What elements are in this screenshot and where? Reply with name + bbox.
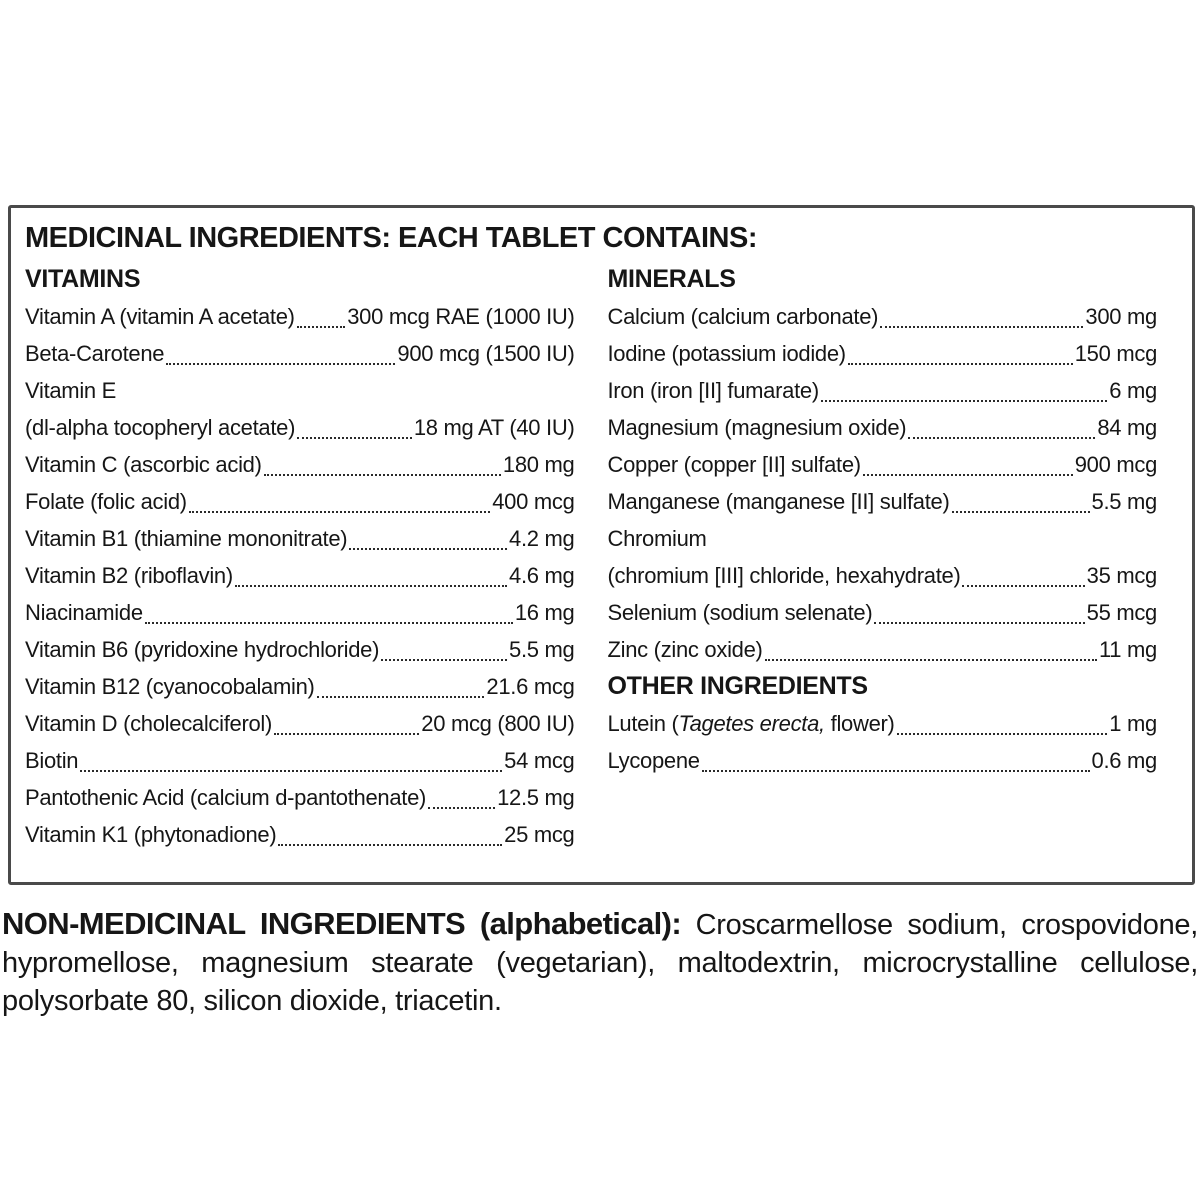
- ingredient-value: 180 mg: [502, 452, 575, 477]
- ingredient-row: [608, 520, 1158, 557]
- ingredient-name: [608, 705, 895, 742]
- leader-dots: [702, 770, 1090, 772]
- ingredient-name: Niacinamide: [25, 600, 143, 625]
- ingredient-value: 21.6 mcg: [486, 674, 575, 699]
- vitamins-column: [25, 261, 575, 853]
- ingredient-row: [25, 372, 575, 409]
- ingredient-row: [608, 483, 1158, 520]
- leader-dots: [863, 474, 1073, 476]
- ingredient-value: 5.5 mg: [1091, 489, 1157, 514]
- ingredient-name: Vitamin B1 (thiamine mononitrate): [25, 526, 348, 551]
- ingredient-name: (dl-alpha tocopheryl acetate): [25, 415, 296, 440]
- leader-dots: [166, 363, 395, 365]
- ingredient-row: [608, 446, 1158, 483]
- medicinal-ingredients-panel: [8, 205, 1195, 885]
- leader-dots: [189, 511, 490, 513]
- ingredient-value: 6 mg: [1109, 378, 1157, 403]
- ingredient-value: 300 mcg RAE (1000 IU): [347, 304, 575, 329]
- ingredient-name: Vitamin B2 (riboflavin): [25, 563, 233, 588]
- ingredient-name: Vitamin B6 (pyridoxine hydrochloride): [25, 637, 380, 662]
- ingredient-value: 4.6 mg: [509, 563, 575, 588]
- ingredient-row: [25, 631, 575, 668]
- ingredient-value: 0.6 mg: [1091, 748, 1157, 773]
- ingredient-value: 84 mg: [1097, 415, 1157, 440]
- leader-dots: [264, 474, 501, 476]
- leader-dots: [297, 437, 412, 439]
- ingredient-row: [25, 520, 575, 557]
- leader-dots: [962, 585, 1084, 587]
- leader-dots: [821, 400, 1107, 402]
- ingredient-name: (chromium [III] chloride, hexahydrate): [607, 563, 961, 588]
- leader-dots: [765, 659, 1097, 661]
- ingredient-name: Vitamin E: [25, 378, 117, 403]
- ingredient-row: [25, 668, 575, 705]
- ingredient-name: Vitamin C (ascorbic acid): [25, 452, 262, 477]
- ingredient-columns: [25, 261, 1157, 853]
- ingredient-value: 18 mg AT (40 IU): [413, 415, 575, 440]
- non-medicinal-text: Croscarmellose sodium, crospovidone, hypromellose, magnesium stearate (vegetarian), maltodextrin, microcrystalline cellulose, polysorbate 80, silicon dioxide, triacetin.: [2, 909, 1198, 1017]
- leader-dots: [381, 659, 507, 661]
- ingredient-name: Vitamin B12 (cyanocobalamin): [25, 674, 315, 699]
- ingredient-value: 20 mcg (800 IU): [421, 711, 575, 736]
- ingredient-row: [608, 705, 1158, 742]
- ingredient-row: [608, 631, 1158, 668]
- ingredient-name: Zinc (zinc oxide): [607, 637, 763, 662]
- ingredient-value: 1 mg: [1109, 711, 1157, 736]
- ingredient-value: 900 mcg: [1074, 452, 1157, 477]
- ingredient-value: 11 mg: [1098, 637, 1157, 662]
- leader-dots: [897, 733, 1108, 735]
- leader-dots: [908, 437, 1095, 439]
- ingredient-name: Pantothenic Acid (calcium d-pantothenate): [25, 785, 427, 810]
- ingredient-name: Iron (iron [II] fumarate): [607, 378, 819, 403]
- ingredient-name: Folate (folic acid): [25, 489, 187, 514]
- minerals-column: [608, 261, 1158, 853]
- ingredient-row: [25, 483, 575, 520]
- ingredient-value: 4.2 mg: [509, 526, 575, 551]
- non-medicinal-heading: NON-MEDICINAL INGREDIENTS (alphabetical):: [2, 906, 682, 941]
- ingredient-value: 150 mcg: [1074, 341, 1157, 366]
- ingredient-name: Vitamin A (vitamin A acetate): [25, 304, 295, 329]
- panel-title: MEDICINAL INGREDIENTS: EACH TABLET CONTAINS:: [25, 222, 757, 254]
- ingredient-name-latin: Tagetes erecta,: [678, 711, 825, 736]
- ingredient-name-prefix: Lutein (: [607, 711, 679, 736]
- ingredient-name: Selenium (sodium selenate): [607, 600, 873, 625]
- ingredient-name-suffix: flower): [824, 711, 895, 736]
- minerals-heading: MINERALS: [607, 265, 736, 293]
- ingredient-row: [608, 742, 1158, 779]
- ingredient-name: Iodine (potassium iodide): [607, 341, 846, 366]
- ingredient-value: 35 mcg: [1086, 563, 1157, 588]
- leader-dots: [297, 326, 346, 328]
- ingredient-name: Magnesium (magnesium oxide): [607, 415, 907, 440]
- leader-dots: [278, 844, 502, 846]
- ingredient-row: [25, 816, 575, 853]
- ingredient-value: 25 mcg: [504, 822, 575, 847]
- ingredient-value: 5.5 mg: [509, 637, 575, 662]
- ingredient-row: [25, 335, 575, 372]
- ingredient-value: 12.5 mg: [497, 785, 575, 810]
- ingredient-value: 55 mcg: [1086, 600, 1157, 625]
- leader-dots: [880, 326, 1083, 328]
- leader-dots: [874, 622, 1084, 624]
- other-ingredients-heading: OTHER INGREDIENTS: [607, 672, 868, 700]
- ingredient-value: 400 mcg: [492, 489, 575, 514]
- vitamins-heading: VITAMINS: [25, 265, 141, 293]
- ingredient-row: [25, 594, 575, 631]
- ingredient-name: Vitamin K1 (phytonadione): [25, 822, 277, 847]
- ingredient-row: [25, 298, 575, 335]
- ingredient-row: [25, 557, 575, 594]
- ingredient-row: [608, 409, 1158, 446]
- ingredient-row: [25, 705, 575, 742]
- ingredient-name: Biotin: [25, 748, 79, 773]
- ingredient-name: Vitamin D (cholecalciferol): [25, 711, 273, 736]
- ingredient-value: 54 mcg: [504, 748, 575, 773]
- ingredient-name: Lycopene: [607, 748, 700, 773]
- leader-dots: [235, 585, 507, 587]
- ingredient-name: Copper (copper [II] sulfate): [607, 452, 861, 477]
- leader-dots: [848, 363, 1073, 365]
- ingredient-name: Calcium (calcium carbonate): [607, 304, 879, 329]
- leader-dots: [145, 622, 513, 624]
- ingredient-row: [608, 298, 1158, 335]
- ingredient-name: Beta-Carotene: [25, 341, 165, 366]
- ingredient-value: 300 mg: [1085, 304, 1157, 329]
- ingredient-row: [25, 779, 575, 816]
- ingredient-name: Manganese (manganese [II] sulfate): [607, 489, 950, 514]
- ingredient-value: 900 mcg (1500 IU): [397, 341, 575, 366]
- ingredient-row: [25, 409, 575, 446]
- leader-dots: [317, 696, 485, 698]
- non-medicinal-ingredients-paragraph: [2, 905, 1198, 1020]
- ingredient-row: [608, 372, 1158, 409]
- ingredient-name: Chromium: [607, 526, 707, 551]
- ingredient-row: [608, 557, 1158, 594]
- ingredient-row: [608, 594, 1158, 631]
- ingredient-row: [608, 335, 1158, 372]
- leader-dots: [80, 770, 502, 772]
- leader-dots: [274, 733, 419, 735]
- leader-dots: [349, 548, 507, 550]
- ingredient-row: [25, 446, 575, 483]
- ingredient-value: 16 mg: [514, 600, 575, 625]
- ingredient-row: [25, 742, 575, 779]
- leader-dots: [428, 807, 495, 809]
- leader-dots: [952, 511, 1090, 513]
